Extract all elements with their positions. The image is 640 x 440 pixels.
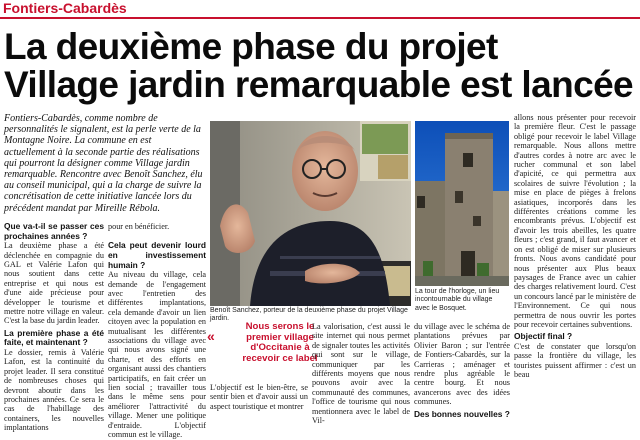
section-kicker (0, 0, 255, 17)
photo-2-caption: La tour de l'horloge, un lieu incontournable du village avec le Bosquet. (415, 288, 500, 312)
headline (4, 28, 636, 104)
answer-final: C'est de constater que lorsqu'on passe la frontière du village, les touristes puissent affirmer : c'est un beau (514, 341, 636, 380)
article-column-4 (414, 322, 510, 419)
pullquote-mark: « (207, 328, 215, 344)
article-column-6 (210, 383, 308, 411)
answer-3: Au niveau du village, cela demande de l'engagement avec l'entretien des différentes implantations, cela demande d'avoir un lien citoyen avec la population en mutualisant les différentes associations du village avec qui nous avons signé une charte, et des efforts en organisant aussi des chantiers participatifs, en fait créer un lien social ; travailler tous dans le même sens pour améliorer l'attractivité du village. Mener une politique d'entraide. L'objectif commun est le village. (108, 270, 206, 440)
article-column-2 (108, 222, 206, 440)
kicker-label: Fontiers-Cabardès (3, 0, 127, 16)
question-3: Cela peut devenir lourd en investissement humain ? (108, 240, 206, 270)
answer-1: La deuxième phase a été déclenchée en compagnie du GAL et Valérie Lafon qui nous soutient dans cette entreprise et qui nous est d'une aide précieuse pour développer le tourisme et mettre notre village en valeur. C'est la base du jardin leader. (4, 241, 104, 326)
photo-benoit-sanchez (210, 121, 411, 306)
article-column-1 (4, 222, 104, 433)
question-1: Que va-t-il se passer ces prochaines années ? (4, 221, 104, 241)
tower-illustration (415, 121, 509, 286)
question-final: Objectif final ? (514, 331, 573, 342)
question-good-news: Des bonnes nouvelles ? (414, 408, 510, 419)
pullquote: Nous serons le premier village d'Occitanie à recevoir ce label (242, 321, 318, 364)
portrait-illustration (210, 121, 411, 306)
article-column-5 (514, 113, 636, 380)
answer-0: pour en bénéficier. (108, 222, 170, 231)
answer-col3: La valorisation, c'est aussi le site internet qui nous permet de signaler toutes les activités qui sont sur le village, communiquer par les différents moyens que nous pouvons avoir avec la communauté des communes, l'office de tourisme qui nous mentionnera avec le label de Vil- (312, 322, 410, 426)
headline-line-2: Village jardin remarquable est lancée (4, 64, 634, 105)
question-2: La première phase a été faite, et maintenant ? (4, 327, 104, 348)
answer-6: L'objectif est le bien-être, se sentir bien et d'avoir aussi un aspect touristique et montrer (210, 383, 308, 411)
intro-paragraph: Fontiers-Cabardès, comme nombre de personnalités le signalent, est la perle verte de la Montagne Noire. La commune en est actuellement à la seconde partie des réalisations qui pourront la désigner comme Village jardin remarquable. Rencontre avec Benoît Sanchez, élu au conseil municipal, qui a la charge de suivre la concrétisation de cette initiative lancée lors du précédent mandat par Mireille Rébola. (4, 113, 203, 214)
kicker-rule (0, 17, 640, 19)
photo-1-caption: Benoît Sanchez, porteur de la deuxième phase du projet Village jardin. (210, 307, 408, 323)
photo-clock-tower (415, 121, 509, 286)
answer-2: Le dossier, remis à Valérie Lafon, est la continuité du projet leader. Il sera constitué de nombreuses choses qui devront aboutir dans les prochaines années. Ce sera le cas de l'habillage des containers, les nouvelles implantations (4, 348, 104, 433)
answer-col4: du village avec le schéma de plantations prévues par Olivier Baron ; sur l'entrée de Fontiers-Cabardès, sur la Carrieras ; aménager et rendre plus agréable le centre bourg. Et nous avancerons avec des idées communes. (414, 322, 510, 407)
answer-col5: allons nous présenter pour recevoir la première fleur. C'est le passage obligé pour recevoir le label Village remarquable. Nous allons mettre d'autres cordes à notre arc avec le rucher communal et son label d'apicité, ce qui permettra aux scolaires de suivre l'évolution ; la mise en place de pièges à frelons asiatiques, incorporés dans les différentes créations comme les encombrants prévus. L'objectif est d'avoir les trois abeilles, les quatre fleurs ; c'est grand, il faut avancer et on est obligé de miser sur plusieurs fronts. Nous avons candidaté pour nous présenter aux Plus beaux paysages de France avec un cahier des charges relativement lourd. C'est un concours lancé par le ministère de l'Environnement. Ce qui nous permettra de nous ouvrir les portes pour recevoir certaines subventions. (514, 113, 636, 329)
headline-line-1: La deuxième phase du projet (4, 26, 498, 67)
